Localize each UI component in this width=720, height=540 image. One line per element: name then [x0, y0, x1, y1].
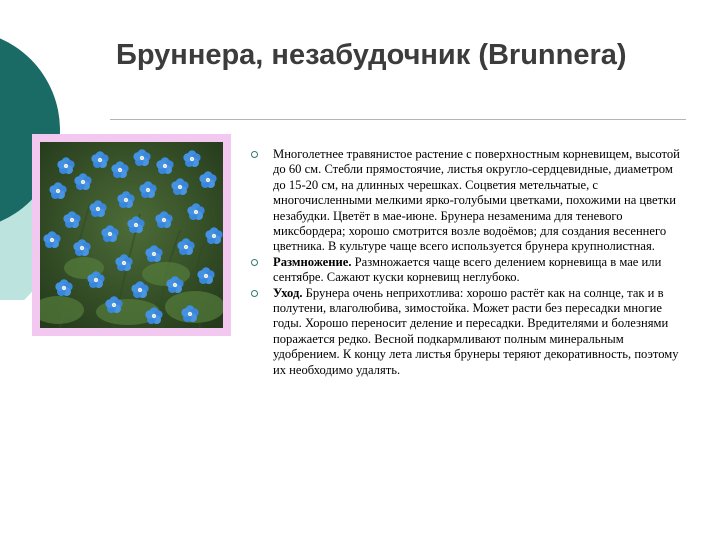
brunnera-flowers-photo — [40, 142, 223, 328]
item-text: Многолетнее травянистое растение с поверхностным корневищем, высотой до 60 см. Стебли прямостоячие, листья округло-сердцевидные, диаметром до 15-20 см, на длинных черешках. Соцветия метельчатые, с многочисленными мелкими ярко-голубыми цветками, похожими на цветки незабудки. Цветёт в мае-июне. Брунера незаменима для теневого миксбордера; хорошо смотрится возле водоёмов; для создания весеннего цветника. В культуре чаще всего используется брунера крупнолистная. — [273, 147, 680, 254]
item-label: Уход. — [273, 285, 303, 300]
item-text: Брунера очень неприхотлива: хорошо растёт как на солнце, так и в полутени, влаголюбива, зимостойка. Может расти без пересадки многие годы. Хорошо переносит деление и пересадки. Вредителями и болезнями поражается редко. Весной подкармливают полным минеральным удобрением. К концу лета листья брунеры теряют декоративность, поэтому их необходимо удалять. — [273, 285, 679, 377]
slide-title: Бруннера, незабудочник (Brunnera) — [116, 39, 627, 71]
photo-frame — [32, 134, 231, 336]
title-divider — [110, 119, 686, 120]
item-label: Размножение. — [273, 254, 352, 269]
bullet-circle-icon — [251, 151, 258, 158]
item-text: Размножается чаще всего делением корневища в мае или сентябре. Сажают куски корневищ неглубоко. — [273, 254, 662, 285]
list-item — [248, 255, 688, 286]
description-list — [248, 147, 688, 378]
bullet-circle-icon — [251, 290, 258, 297]
list-item — [248, 286, 688, 378]
bullet-circle-icon — [251, 259, 258, 266]
list-item — [248, 147, 688, 255]
